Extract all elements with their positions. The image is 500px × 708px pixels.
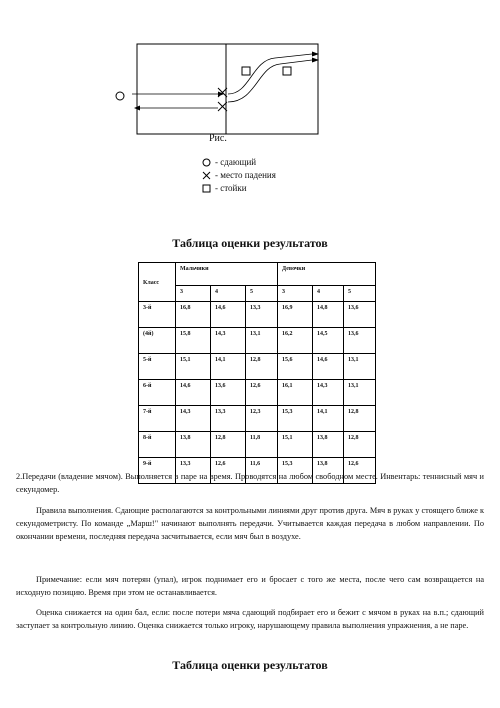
slalom-path — [228, 54, 312, 94]
value-cell: 12,6 — [211, 458, 246, 484]
value-cell: 13,6 — [344, 302, 376, 328]
slalom-path — [228, 60, 312, 102]
boys-header: Мальчики — [176, 263, 278, 286]
grade-label: 5 — [344, 286, 376, 302]
class-cell: (4й) — [139, 328, 176, 354]
results-table — [138, 262, 376, 484]
value-cell: 15,1 — [176, 354, 211, 380]
grade-label: 4 — [313, 286, 344, 302]
table-row — [139, 354, 376, 380]
value-cell: 14,6 — [176, 380, 211, 406]
class-cell: 8-й — [139, 432, 176, 458]
table-row — [139, 406, 376, 432]
cross-icon — [202, 171, 211, 180]
value-cell: 12,3 — [246, 406, 278, 432]
value-cell: 14,8 — [313, 302, 344, 328]
grade-label: 4 — [211, 286, 246, 302]
value-cell: 13,8 — [313, 458, 344, 484]
value-cell: 14,3 — [176, 406, 211, 432]
value-cell: 13,8 — [313, 432, 344, 458]
paragraph-rules: Правила выполнения. Сдающие располагаются за контрольными линиями друг против друга. Мяч в руках у стоящего ближе к секундометристу. По команде „Марш!" начинают выполнять передачи. Учитывается каждая передача в любом направлении. По окончании времени, последняя передача засчитывается, если мяч был в воздухе. — [16, 506, 484, 541]
square-icon — [283, 67, 291, 75]
value-cell: 13,3 — [211, 406, 246, 432]
value-cell: 13,3 — [176, 458, 211, 484]
value-cell: 14,3 — [211, 328, 246, 354]
value-cell: 12,8 — [344, 406, 376, 432]
value-cell: 15,6 — [278, 354, 313, 380]
paragraph-note: Примечание: если мяч потерян (упал), игрок поднимает его и бросает с того же места, после чего сам возвращается на исходную позицию. Время при этом не останавливается. — [16, 575, 484, 597]
value-cell: 13,6 — [344, 328, 376, 354]
table-row — [139, 432, 376, 458]
legend-item-drop-spot — [202, 170, 276, 180]
class-cell: 5-й — [139, 354, 176, 380]
legend-text: - сдающий — [215, 157, 257, 167]
value-cell: 14,3 — [313, 380, 344, 406]
value-cell: 15,1 — [278, 432, 313, 458]
value-cell: 14,1 — [211, 354, 246, 380]
value-cell: 15,8 — [176, 328, 211, 354]
table-header-row — [139, 263, 376, 286]
class-cell: 7-й — [139, 406, 176, 432]
class-cell: 9-й — [139, 458, 176, 484]
value-cell: 11,8 — [246, 432, 278, 458]
legend-text: - место падения — [215, 170, 276, 180]
girls-header: Девочки — [278, 263, 376, 286]
value-cell: 11,6 — [246, 458, 278, 484]
value-cell: 13,1 — [344, 380, 376, 406]
figure-caption: Рис. — [209, 133, 227, 144]
grade-label: 5 — [246, 286, 278, 302]
value-cell: 12,6 — [344, 458, 376, 484]
value-cell: 12,8 — [246, 354, 278, 380]
grade-label: 3 — [176, 286, 211, 302]
circle-icon — [202, 158, 211, 167]
value-cell: 16,1 — [278, 380, 313, 406]
class-cell: 6-й — [139, 380, 176, 406]
value-cell: 12,6 — [246, 380, 278, 406]
square-icon — [202, 184, 211, 193]
paragraph-grade-reduction: Оценка снижается на один бал, если: после потери мяча сдающий подбирает его и бежит с мячом в руках на в.п.; сдающий заступает за контрольную линию. Оценка снижается только игроку, нарушающему правила выполнения упражнения, а не паре. — [16, 608, 484, 630]
legend-item-runner — [202, 157, 256, 167]
course-area — [137, 44, 318, 134]
table-title: Таблица оценки результатов — [172, 236, 328, 250]
value-cell: 12,8 — [344, 432, 376, 458]
value-cell: 16,9 — [278, 302, 313, 328]
value-cell: 14,1 — [313, 406, 344, 432]
value-cell: 15,3 — [278, 458, 313, 484]
value-cell: 13,1 — [246, 328, 278, 354]
table-title: Таблица оценки результатов — [172, 658, 328, 672]
value-cell: 13,8 — [176, 432, 211, 458]
value-cell: 13,3 — [246, 302, 278, 328]
value-cell: 16,2 — [278, 328, 313, 354]
class-cell: 3-й — [139, 302, 176, 328]
value-cell: 15,3 — [278, 406, 313, 432]
value-cell: 13,1 — [344, 354, 376, 380]
legend-item-posts — [202, 183, 247, 193]
value-cell: 12,8 — [211, 432, 246, 458]
paragraph-passes: 2.Передачи (владение мячом). Выполняется в паре на время. Проводятся на любом свободном месте. Инвентарь: теннисный мяч и секундомер. — [16, 472, 484, 494]
value-cell: 14,6 — [211, 302, 246, 328]
value-cell: 16,8 — [176, 302, 211, 328]
value-cell: 13,6 — [211, 380, 246, 406]
legend-text: - стойки — [215, 183, 247, 193]
circle-icon — [116, 92, 124, 100]
grade-label: 3 — [278, 286, 313, 302]
table-row — [139, 302, 376, 328]
class-header: Класс — [139, 263, 176, 302]
table-row — [139, 380, 376, 406]
square-icon — [242, 67, 250, 75]
value-cell: 14,6 — [313, 354, 344, 380]
table-row — [139, 328, 376, 354]
course-diagram — [100, 36, 340, 146]
value-cell: 14,5 — [313, 328, 344, 354]
